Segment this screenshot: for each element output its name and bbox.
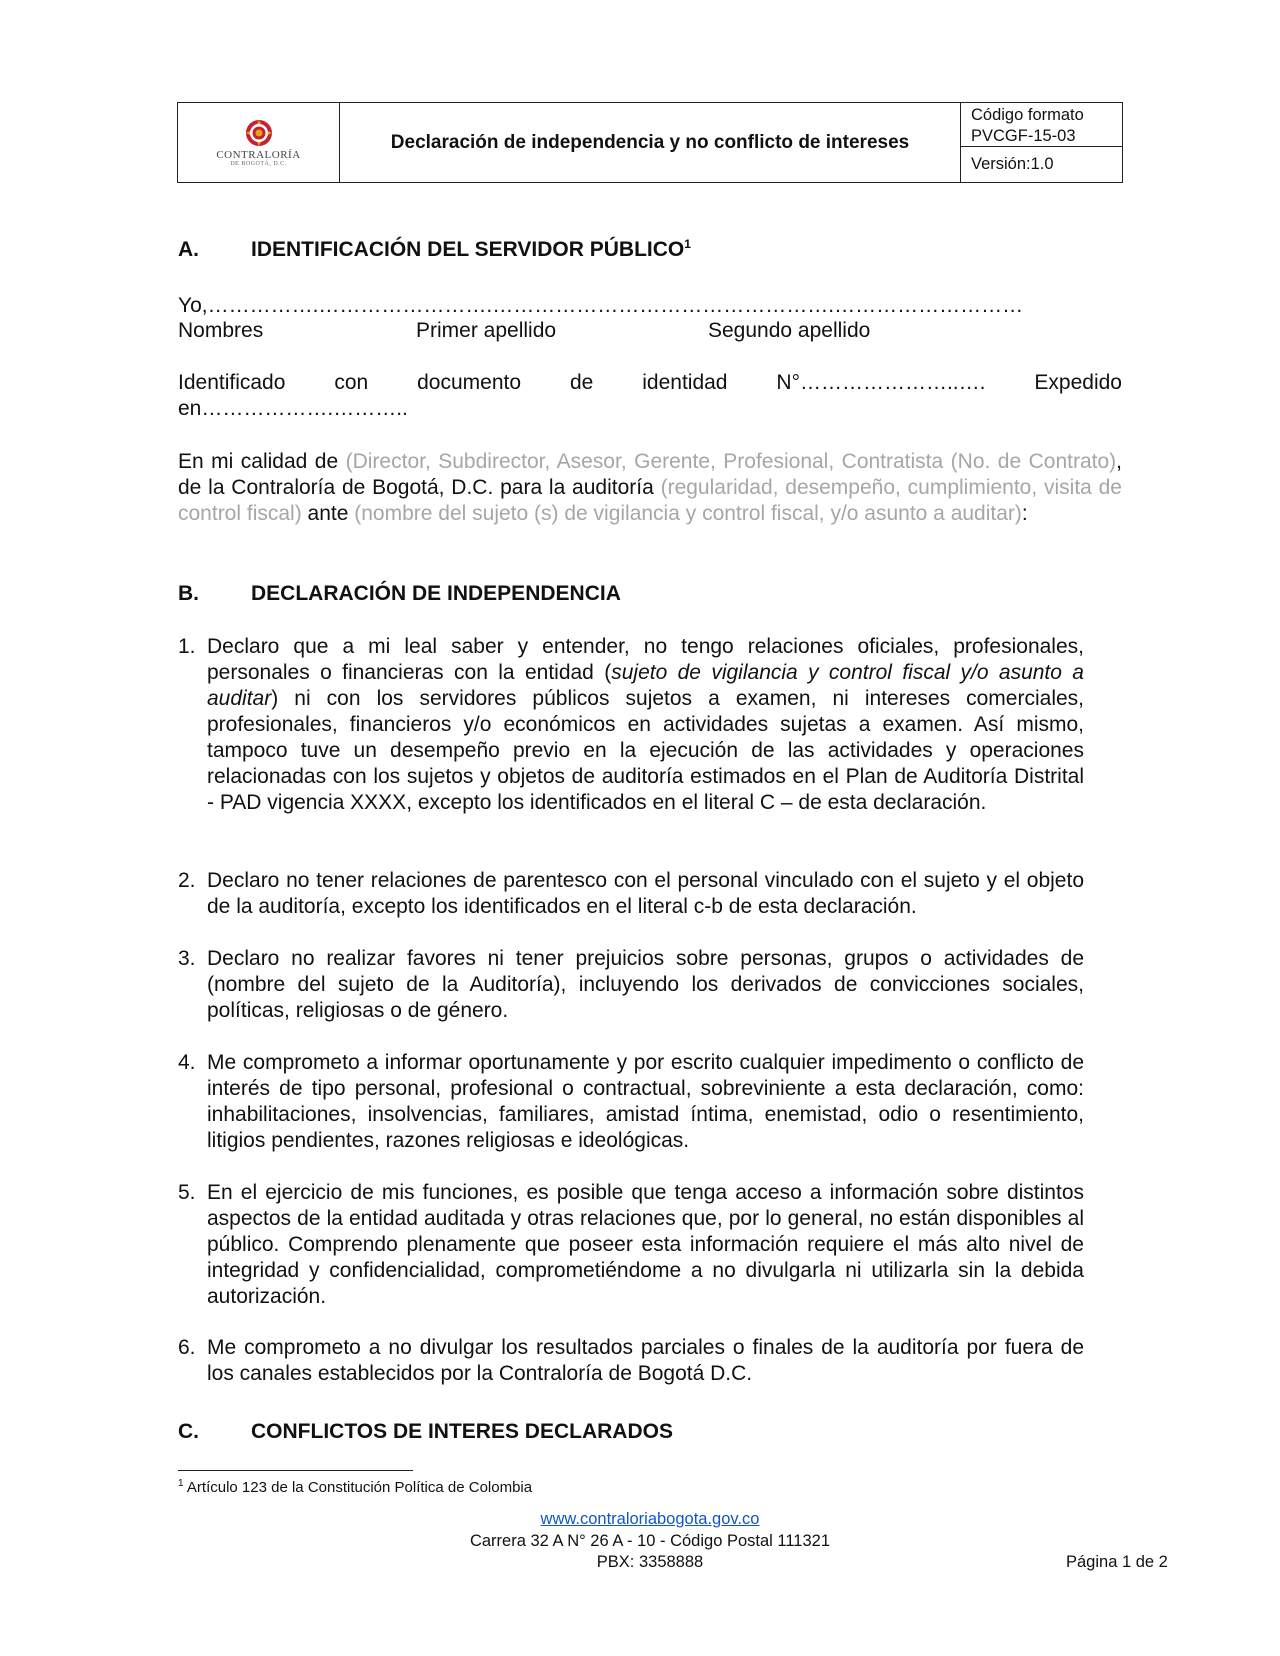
section-letter: A. (178, 238, 199, 261)
format-meta-cell (961, 103, 1122, 182)
declaration-item-2 (178, 868, 1084, 920)
label-segundo-apellido: Segundo apellido (708, 319, 871, 342)
section-title: CONFLICTOS DE INTERES DECLARADOS (251, 1420, 673, 1443)
id-number-blank: N°…………………..…. (776, 371, 986, 394)
item-number: 6. (178, 1336, 196, 1359)
item-text: Declaro no tener relaciones de parentesco con el personal vinculado con el sujeto y el objeto de la auditoría, excepto los identificados en el literal c-b de esta declaración. (207, 869, 1084, 918)
item-text: Declaro no realizar favores ni tener prejuicios sobre personas, grupos o actividades de (nombre del sujeto de la Auditoría), incluyendo los derivados de convicciones sociales, políticas, religiosas o de género. (207, 947, 1084, 1022)
id-word: identidad (642, 371, 728, 394)
footnote-text: Artículo 123 de la Constitución Política de Colombia (186, 1479, 533, 1496)
footnote-reference: 1 (684, 237, 691, 251)
format-code-label: Código formato (971, 106, 1084, 124)
calidad-text: : (1021, 502, 1028, 525)
document-header-table (177, 102, 1123, 183)
calidad-text: ante (301, 502, 355, 525)
footnote-divider (178, 1470, 413, 1471)
id-word: Identificado (178, 371, 286, 394)
declaration-item-6 (178, 1335, 1084, 1387)
item-text: En el ejercicio de mis funciones, es posible que tenga acceso a información sobre distintos aspectos de la entidad auditada y otras relaciones que, por lo general, no están disponibles al público. Comprendo plenamente que poseer esta información requiere el más alto nivel de integridad y confidencialidad, comprometiéndome a no divulgarla ni utilizarla sin la debida autorización. (207, 1181, 1084, 1308)
page-number: Página 1 de 2 (1066, 1553, 1168, 1571)
auditoria-type-placeholder: (regularidad, desempeño, cumplimiento, visita de control fiscal) (178, 476, 1122, 525)
declaration-item-1 (178, 634, 1084, 816)
item-text-italic: sujeto de vigilancia y control fiscal y/o asunto a auditar (207, 661, 1084, 710)
id-expedition-line: en……………….……….. (178, 397, 408, 420)
item-text: Me comprometo a no divulgar los resultados parciales o finales de la auditoría por fuera de los canales establecidos por la Contraloría de Bogotá D.C. (207, 1336, 1084, 1385)
footer-phone: PBX: 3358888 (596, 1553, 704, 1571)
calidad-text: En mi calidad de (178, 450, 346, 473)
section-letter: C. (178, 1420, 199, 1443)
footer-website (0, 1510, 1280, 1529)
item-text-part: Declaro que a mi leal saber y entender, no tengo relaciones oficiales, profesionales, personales o financieras con la entidad ( (207, 635, 1084, 684)
section-letter: B. (178, 582, 199, 605)
item-text (207, 634, 1084, 816)
logo-name: CONTRALORÍA (216, 149, 301, 161)
declaration-item-4 (178, 1050, 1084, 1154)
name-fill-line: Yo,…………….…………………….………………………………………….……………………… (178, 294, 1024, 317)
footer-address: Carrera 32 A N° 26 A - 10 - Código Postal 111321 (469, 1532, 831, 1550)
id-word: de (569, 371, 594, 394)
contraloria-logo-icon (244, 118, 274, 148)
id-word: Expedido (1034, 371, 1122, 394)
id-word: documento (417, 371, 522, 394)
item-number: 5. (178, 1181, 196, 1204)
item-number: 1. (178, 635, 196, 658)
item-text-part: ) ni con los servidores públicos sujetos a examen, ni intereses comerciales, profesionales, financieros y/o económicos en actividades sujetas a examen. Así mismo, tampoco tuve un desempeño previo en la ejecución de las actividades y operaciones relacionadas con los sujetos y objetos de auditoría estimados en el Plan de Auditoría Distrital - PAD vigencia XXXX, excepto los identificados en el literal C – de esta declaración. (207, 687, 1084, 814)
format-code-value: PVCGF-15-03 (971, 127, 1076, 145)
format-code (961, 103, 1122, 147)
cargo-placeholder: (Director, Subdirector, Asesor, Gerente, Profesional, Contratista (No. de Contrato) (345, 450, 1117, 473)
website-link[interactable]: www.contraloriabogota.gov.co (540, 1510, 760, 1528)
declaration-item-3 (178, 946, 1084, 1024)
declaration-item-5 (178, 1180, 1084, 1310)
calidad-text: , de la Contraloría de Bogotá, D.C. para la auditoría (178, 450, 1122, 499)
item-number: 3. (178, 947, 196, 970)
sujeto-placeholder: (nombre del sujeto (s) de vigilancia y control fiscal, y/o asunto a auditar) (354, 502, 1022, 525)
logo-cell (178, 103, 340, 182)
id-word: con (334, 371, 369, 394)
section-b-heading (178, 581, 621, 607)
label-primer-apellido: Primer apellido (416, 319, 557, 342)
footnote-mark: 1 (178, 1478, 184, 1489)
calidad-paragraph (178, 449, 1122, 527)
label-nombres: Nombres (178, 319, 264, 342)
item-text: Me comprometo a informar oportunamente y por escrito cualquier impedimento o conflicto de interés de tipo personal, profesional o contractual, sobreviniente a esta declaración, como: inhabilitaciones, insolvencias, familiares, amistad íntima, enemistad, odio o resentimiento, litigios pendientes, razones religiosas e ideológicas. (207, 1051, 1084, 1152)
id-document-line (178, 370, 1122, 396)
logo-subtitle: DE BOGOTÁ, D.C. (230, 161, 287, 167)
item-number: 2. (178, 869, 196, 892)
footnote (178, 1479, 532, 1496)
document-title: Declaración de independencia y no conflicto de intereses (340, 103, 961, 182)
section-c-heading (178, 1419, 673, 1445)
format-version: Versión:1.0 (971, 155, 1054, 173)
section-a-heading (178, 237, 691, 263)
item-number: 4. (178, 1051, 196, 1074)
section-title: DECLARACIÓN DE INDEPENDENCIA (251, 582, 621, 605)
section-title: IDENTIFICACIÓN DEL SERVIDOR PÚBLICO (251, 238, 685, 261)
